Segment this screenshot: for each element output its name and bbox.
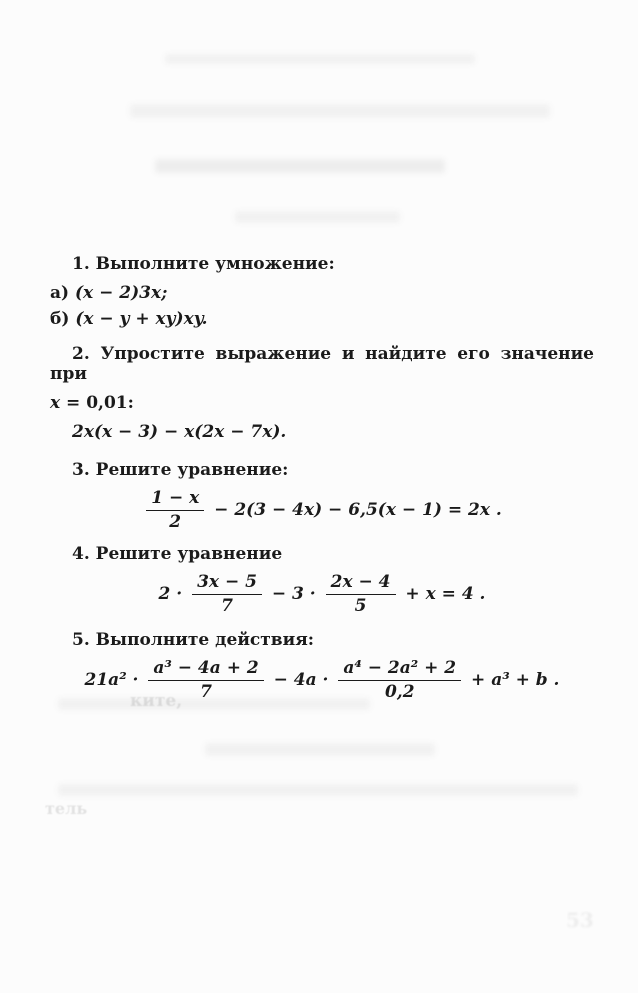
fraction-numerator: a⁴ − 2a² + 2 (338, 658, 461, 681)
problem-3-equation (50, 480, 594, 533)
math-expression: (x − y + xy)xy. (75, 309, 208, 329)
bleedthrough-line (165, 54, 475, 64)
problem-1 (50, 254, 594, 329)
item-label: а) (50, 283, 70, 303)
problem-title: Выполните умножение: (95, 254, 335, 274)
bleedthrough-fragment: тель (45, 799, 88, 818)
item-label: б) (50, 309, 70, 329)
problem-5-equation (50, 650, 594, 703)
fraction-numerator: 1 − x (146, 488, 204, 511)
math-fraction (338, 658, 461, 702)
math-text: − 4a · (267, 670, 335, 690)
problem-3-title-line (50, 442, 594, 480)
fraction-denominator: 7 (200, 682, 212, 702)
fraction-denominator: 0,2 (384, 682, 415, 702)
problem-title: Решите уравнение: (95, 460, 289, 480)
problem-2 (50, 329, 594, 442)
math-text: 21a² · (84, 670, 145, 690)
math-text: − 3 · (265, 584, 322, 604)
problem-2-condition (50, 384, 594, 413)
bleedthrough-line (130, 104, 550, 118)
problems-list (50, 254, 594, 703)
problem-1-item-b (50, 303, 594, 329)
bleedthrough-line (205, 743, 435, 756)
fraction-denominator: 7 (221, 596, 233, 616)
condition-variable: x (50, 393, 61, 413)
math-fraction (148, 658, 263, 702)
problem-3 (50, 442, 594, 533)
problem-1-item-a (50, 274, 594, 303)
problem-title: Решите уравнение (95, 544, 283, 564)
fraction-denominator: 5 (354, 596, 367, 616)
bleedthrough-line (58, 784, 578, 796)
problem-4-title-line (50, 533, 594, 564)
fraction-denominator: 2 (169, 512, 182, 532)
problem-number: 1. (72, 254, 90, 274)
bleedthrough-line (235, 211, 400, 223)
math-fraction (192, 572, 262, 616)
fraction-numerator: 3x − 5 (192, 572, 262, 595)
bleedthrough-fragment: ките, (130, 691, 183, 711)
bleedthrough-line (155, 159, 445, 173)
problem-4 (50, 533, 594, 617)
problem-1-title-line (50, 254, 594, 274)
problem-number: 2. (72, 344, 90, 364)
math-text: 2 · (158, 584, 189, 604)
math-expression: (x − 2)3x; (74, 283, 168, 303)
problem-4-equation (50, 564, 594, 617)
math-text: + a³ + b . (465, 670, 560, 690)
problem-5 (50, 617, 594, 703)
math-text: − 2(3 − 4x) − 6,5(x − 1) = 2x . (208, 500, 502, 520)
problem-5-title-line (50, 617, 594, 650)
problem-number: 5. (72, 630, 90, 650)
problem-title: Выполните действия: (95, 630, 315, 650)
ghost-page-number: 53 (566, 908, 594, 932)
math-fraction (146, 488, 204, 532)
math-fraction (326, 572, 396, 616)
problem-2-expression: 2x(x − 3) − x(2x − 7x). (72, 422, 287, 442)
problem-number: 4. (72, 544, 90, 564)
condition-value: = 0,01: (60, 393, 134, 413)
fraction-numerator: a³ − 4a + 2 (148, 658, 263, 681)
problem-2-title-line (50, 329, 594, 384)
fraction-numerator: 2x − 4 (326, 572, 396, 595)
problem-number: 3. (72, 460, 90, 480)
problem-title: Упростите выражение и найдите его значение при (50, 344, 594, 384)
math-text: + x = 4 . (399, 584, 486, 604)
